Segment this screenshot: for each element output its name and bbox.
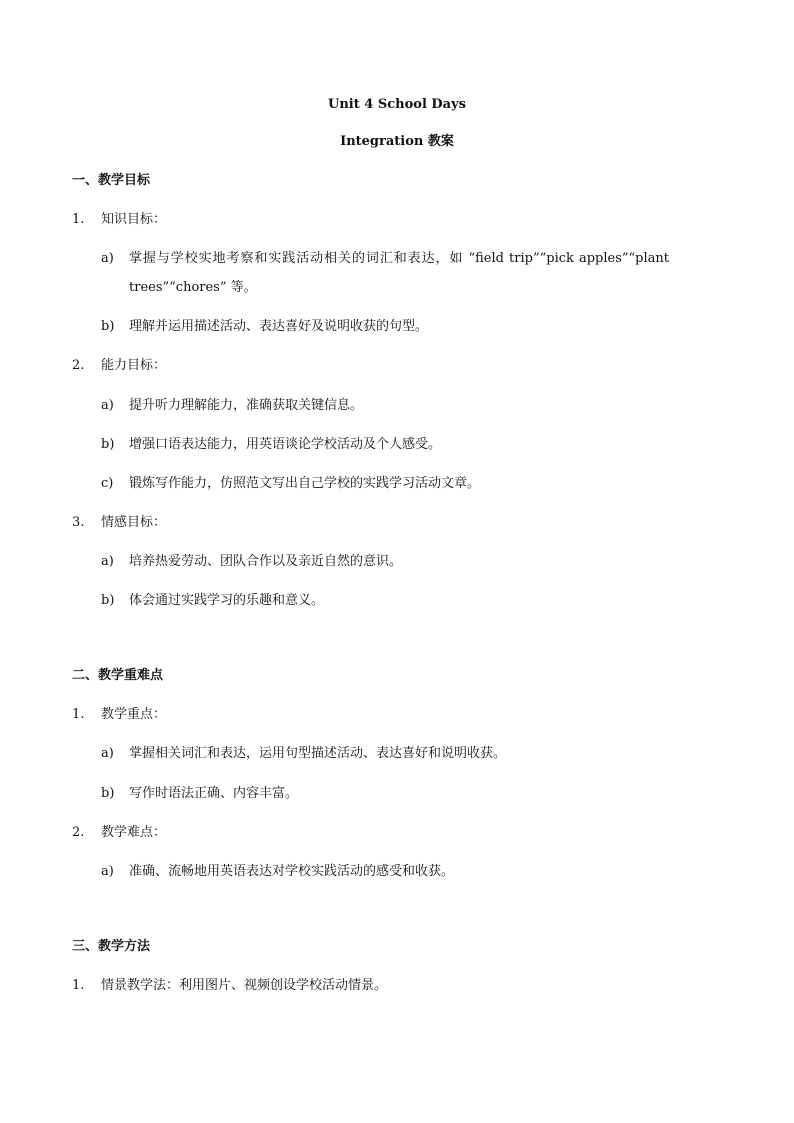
list-number: 3. <box>72 515 85 530</box>
list-item-label: 情景教学法：利用图片、视频创设学校活动情景。 <box>101 978 388 993</box>
list-item-label: 教学重点： <box>101 707 167 722</box>
section-heading: 三、教学方法 <box>72 939 151 954</box>
document-title: Unit 4 School Days <box>328 97 466 112</box>
list-item-label: 情感目标： <box>101 515 167 530</box>
sub-item-text: 掌握相关词汇和表达，运用句型描述活动、表达喜好和说明收获。 <box>129 746 507 761</box>
sub-item-mark: b) <box>101 437 115 452</box>
list-number: 2. <box>72 358 85 373</box>
sub-item-mark: b) <box>101 593 115 608</box>
list-item-label: 知识目标： <box>101 212 167 227</box>
list-item-label: 能力目标： <box>101 358 167 373</box>
sub-item-mark: c) <box>101 476 114 491</box>
sub-item-text: 锻炼写作能力，仿照范文写出自己学校的实践学习活动文章。 <box>129 476 481 491</box>
list-number: 1. <box>72 707 85 722</box>
sub-item-mark: a) <box>101 864 114 879</box>
section-heading: 一、教学目标 <box>72 173 151 188</box>
section-heading: 二、教学重难点 <box>72 668 164 683</box>
sub-item-mark: b) <box>101 786 115 801</box>
sub-item-mark: a) <box>101 251 114 266</box>
list-number: 1. <box>72 212 85 227</box>
sub-item-text-continued: trees”“chores” 等。 <box>129 280 257 295</box>
list-number: 2. <box>72 825 85 840</box>
sub-item-text: 掌握与学校实地考察和实践活动相关的词汇和表达，如 “field trip”“pick apples”“plant <box>129 251 669 266</box>
sub-item-text: 培养热爱劳动、团队合作以及亲近自然的意识。 <box>129 554 403 569</box>
sub-item-mark: a) <box>101 554 114 569</box>
sub-item-text: 理解并运用描述活动、表达喜好及说明收获的句型。 <box>129 319 429 334</box>
list-item-label: 教学难点： <box>101 825 167 840</box>
sub-item-mark: b) <box>101 319 115 334</box>
sub-item-text: 准确、流畅地用英语表达对学校实践活动的感受和收获。 <box>129 864 455 879</box>
sub-item-mark: a) <box>101 398 114 413</box>
sub-item-mark: a) <box>101 746 114 761</box>
sub-item-text: 体会通过实践学习的乐趣和意义。 <box>129 593 325 608</box>
document-subtitle: Integration 教案 <box>340 134 454 149</box>
sub-item-text: 写作时语法正确、内容丰富。 <box>129 786 299 801</box>
list-number: 1. <box>72 978 85 993</box>
sub-item-text: 提升听力理解能力，准确获取关键信息。 <box>129 398 364 413</box>
sub-item-text: 增强口语表达能力，用英语谈论学校活动及个人感受。 <box>129 437 442 452</box>
